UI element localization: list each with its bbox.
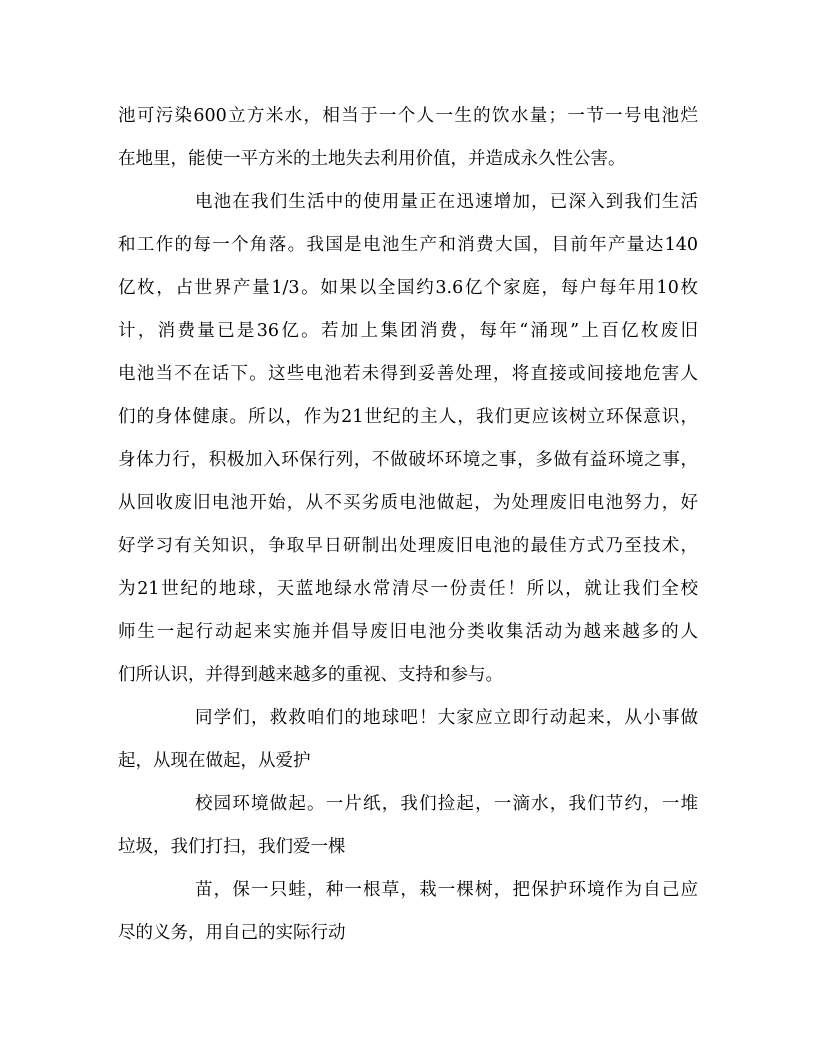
paragraph-1-line-1: 池可污染600立方米水，相当于一个人一生的饮水量；一节一号电池烂 — [118, 106, 698, 126]
paragraph-2-line-1: 电池在我们生活中的使用量正在迅速增加，已深入到我们生活 — [195, 192, 698, 212]
paragraph-2-line-5: 电池当不在话下。这些电池若未得到妥善处理，将直接或间接地危害人 — [118, 364, 698, 384]
paragraph-5-line-2: 尽的义务，用自己的实际行动 — [118, 923, 346, 943]
paragraph-2-line-4: 计，消费量已是36亿。若加上集团消费，每年“涌现”上百亿枚废旧 — [118, 321, 698, 341]
paragraph-2-line-7: 身体力行，积极加入环保行列，不做破坏环境之事，多做有益环境之事， — [118, 450, 698, 470]
paragraph-4-line-1: 校园环境做起。一片纸，我们捡起，一滴水，我们节约，一堆 — [195, 794, 698, 814]
paragraph-2-line-12: 们所认识，并得到越来越多的重视、支持和参与。 — [118, 665, 503, 685]
paragraph-2-line-9: 好学习有关知识，争取早日研制出处理废旧电池的最佳方式乃至技术， — [118, 536, 698, 556]
paragraph-2-line-6: 们的身体健康。所以，作为21世纪的主人，我们更应该树立环保意识， — [118, 407, 698, 427]
paragraph-3-line-1: 同学们，救救咱们的地球吧！大家应立即行动起来，从小事做 — [195, 708, 698, 728]
paragraph-2-line-3: 亿枚，占世界产量1/3。如果以全国约3.6亿个家庭，每户每年用10枚 — [118, 278, 698, 298]
paragraph-2-line-11: 师生一起行动起来实施并倡导废旧电池分类收集活动为越来越多的人 — [118, 622, 698, 642]
paragraph-2-line-10: 为21世纪的地球，天蓝地绿水常清尽一份责任！所以，就让我们全校 — [118, 579, 698, 599]
paragraph-4-line-2: 垃圾，我们打扫，我们爱一棵 — [118, 837, 346, 857]
paragraph-1-line-2: 在地里，能使一平方米的土地失去利用价值，并造成永久性公害。 — [118, 149, 626, 169]
paragraph-2-line-8: 从回收废旧电池开始，从不买劣质电池做起，为处理废旧电池努力，好 — [118, 493, 698, 513]
paragraph-2-line-2: 和工作的每一个角落。我国是电池生产和消费大国，目前年产量达140 — [118, 235, 698, 255]
paragraph-3-line-2: 起，从现在做起，从爱护 — [118, 751, 311, 771]
paragraph-5-line-1: 苗，保一只蛙，种一根草，栽一棵树，把保护环境作为自己应 — [195, 880, 698, 900]
